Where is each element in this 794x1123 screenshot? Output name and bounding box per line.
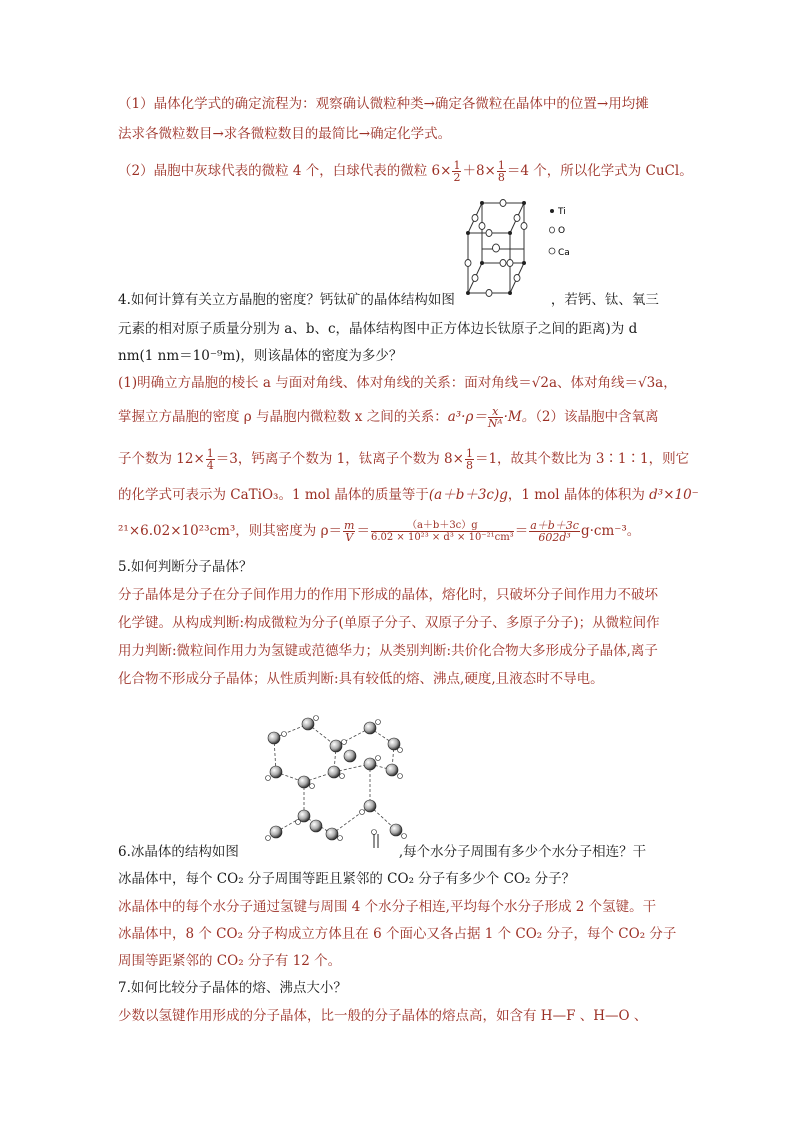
answer-4-line2: 掌握立方晶胞的密度 ρ 与晶胞内微粒数 x 之间的关系：a³·ρ＝ $\frac{x}{\text{Nᴬ}}$ ·M。（2）该晶胞中含氧离	[118, 405, 659, 430]
answer-5-line2: 化学键。从构成判断:构成微粒为分子(单原子分子、双原子分子、多原子分子)；从微粒间作	[118, 615, 660, 631]
question-6-line2: 冰晶体中，每个 CO₂ 分子周围等距且紧邻的 CO₂ 分子有多少个 CO₂ 分子？	[118, 871, 576, 887]
answer-6-line2: 冰晶体中，8 个 CO₂ 分子构成立方体且在 6 个面心又各占据 1 个 CO₂ 分子，每个 CO₂ 分子	[118, 926, 677, 942]
question-4-line2: 元素的相对原子质量分别为 a、b、c，晶体结构图中正方体边长钛原子之间的距离)为 d	[118, 321, 638, 337]
answer-5-line1: 分子晶体是分子在分子间作用力的作用下形成的晶体，熔化时，只破坏分子间作用力不破坏	[118, 587, 658, 603]
fraction-density-simplified: $\frac{a+b+3c}{\text{602d³}}$	[530, 519, 579, 544]
question-6-line1: 6.冰晶体的结构如图 ,每个水分子周围有多少个水分子相连？干	[118, 844, 647, 860]
ice-crystal-structure-figure	[258, 706, 414, 858]
fraction-half: $\frac{1}{2}$	[453, 159, 461, 184]
answer-5-line4: 化合物不形成分子晶体；从性质判断:具有较低的熔、沸点,硬度,且液态时不导电。	[118, 671, 604, 687]
question-5-title: 5.如何判断分子晶体？	[118, 559, 253, 575]
legend-o: O	[558, 226, 566, 236]
answer-1-line1: （1）晶体化学式的确定流程为：观察确认微粒种类→确定各微粒在晶体中的位置→用均摊	[118, 96, 649, 112]
fraction-m-over-v: $\frac{m}{V}$	[344, 519, 355, 544]
fraction-eighth: $\frac{1}{8}$	[497, 159, 505, 184]
answer-4-line3: 子个数为 12× $\frac{1}{4}$ ＝3，钙离子个数为 1，钛离子个数为 8× $\frac{1}{8}$ ＝1，故其个数比为 3∶1∶1，则它	[118, 447, 690, 472]
answer-7-line1: 少数以氢键作用形成的分子晶体，比一般的分子晶体的熔点高，如含有 H—F 、H—O 、	[118, 1008, 648, 1024]
answer-2-line: （2）晶胞中灰球代表的微粒 4 个，白球代表的微粒 6× $\frac{1}{2}$ ＋8× $\frac{1}{8}$ ＝4 个，所以化学式为 CuCl。	[118, 159, 693, 184]
answer-5-line3: 用力判断:微粒间作用力为氢键或范德华力；从类别判断:共价化合物大多形成分子晶体,离子	[118, 643, 658, 659]
perovskite-structure-figure	[462, 193, 580, 303]
answer-4-line1: (1)明确立方晶胞的棱长 a 与面对角线、体对角线的关系：面对角线＝√2a、体对角线＝√3a，	[118, 375, 677, 391]
answer-1-line2: 法求各微粒数目→求各微粒数目的最简比→确定化学式。	[118, 126, 452, 142]
fraction-x-over-na: $\frac{x}{\text{Nᴬ}}$	[487, 405, 503, 430]
ti-legend-icon	[550, 209, 554, 213]
legend-ti: Ti	[558, 207, 566, 217]
answer-4-line5: ²¹×6.02×10²³cm³，则其密度为 ρ＝ $\frac{m}{V}$ ＝ $\frac{(a+b+3c)g}{\text{6.02 × 10²³ × d³ × 10⁻²¹cm³}}$ ＝ $\frac{a+b+3c}{\text{602d³}}$ g·cm⁻³。	[118, 519, 641, 544]
fraction-density-expanded: $\frac{(a+b+3c)g}{\text{6.02 × 10²³ × d³ × 10⁻²¹cm³}}$	[370, 520, 514, 543]
fraction-quarter: $\frac{1}{4}$	[206, 447, 214, 472]
answer-6-line3: 周围等距紧邻的 CO₂ 分子有 12 个。	[118, 953, 342, 969]
question-7-title: 7.如何比较分子晶体的熔、沸点大小？	[118, 980, 347, 996]
answer-6-line1: 冰晶体中的每个水分子通过氢键与周围 4 个水分子相连,平均每个水分子形成 2 个氢键。干	[118, 899, 657, 915]
fraction-eighth-2: $\frac{1}{8}$	[465, 447, 473, 472]
question-4-line1: 4.如何计算有关立方晶胞的密度？钙钛矿的晶体结构如图 ，若钙、钛、氧三	[118, 292, 659, 308]
question-4-line3: nm(1 nm＝10⁻⁹m)，则该晶体的密度为多少？	[118, 348, 403, 364]
answer-2-prefix: （2）晶胞中灰球代表的微粒 4 个，白球代表的微粒 6×	[118, 163, 452, 179]
o-legend-icon	[550, 227, 555, 233]
ca-legend-icon	[549, 248, 555, 254]
answer-4-line4: 的化学式可表示为 CaTiO₃。1 mol 晶体的质量等于(a＋b＋3c)g，1 mol 晶体的体积为 d³×10⁻	[118, 487, 699, 503]
legend-ca: Ca	[558, 248, 570, 258]
